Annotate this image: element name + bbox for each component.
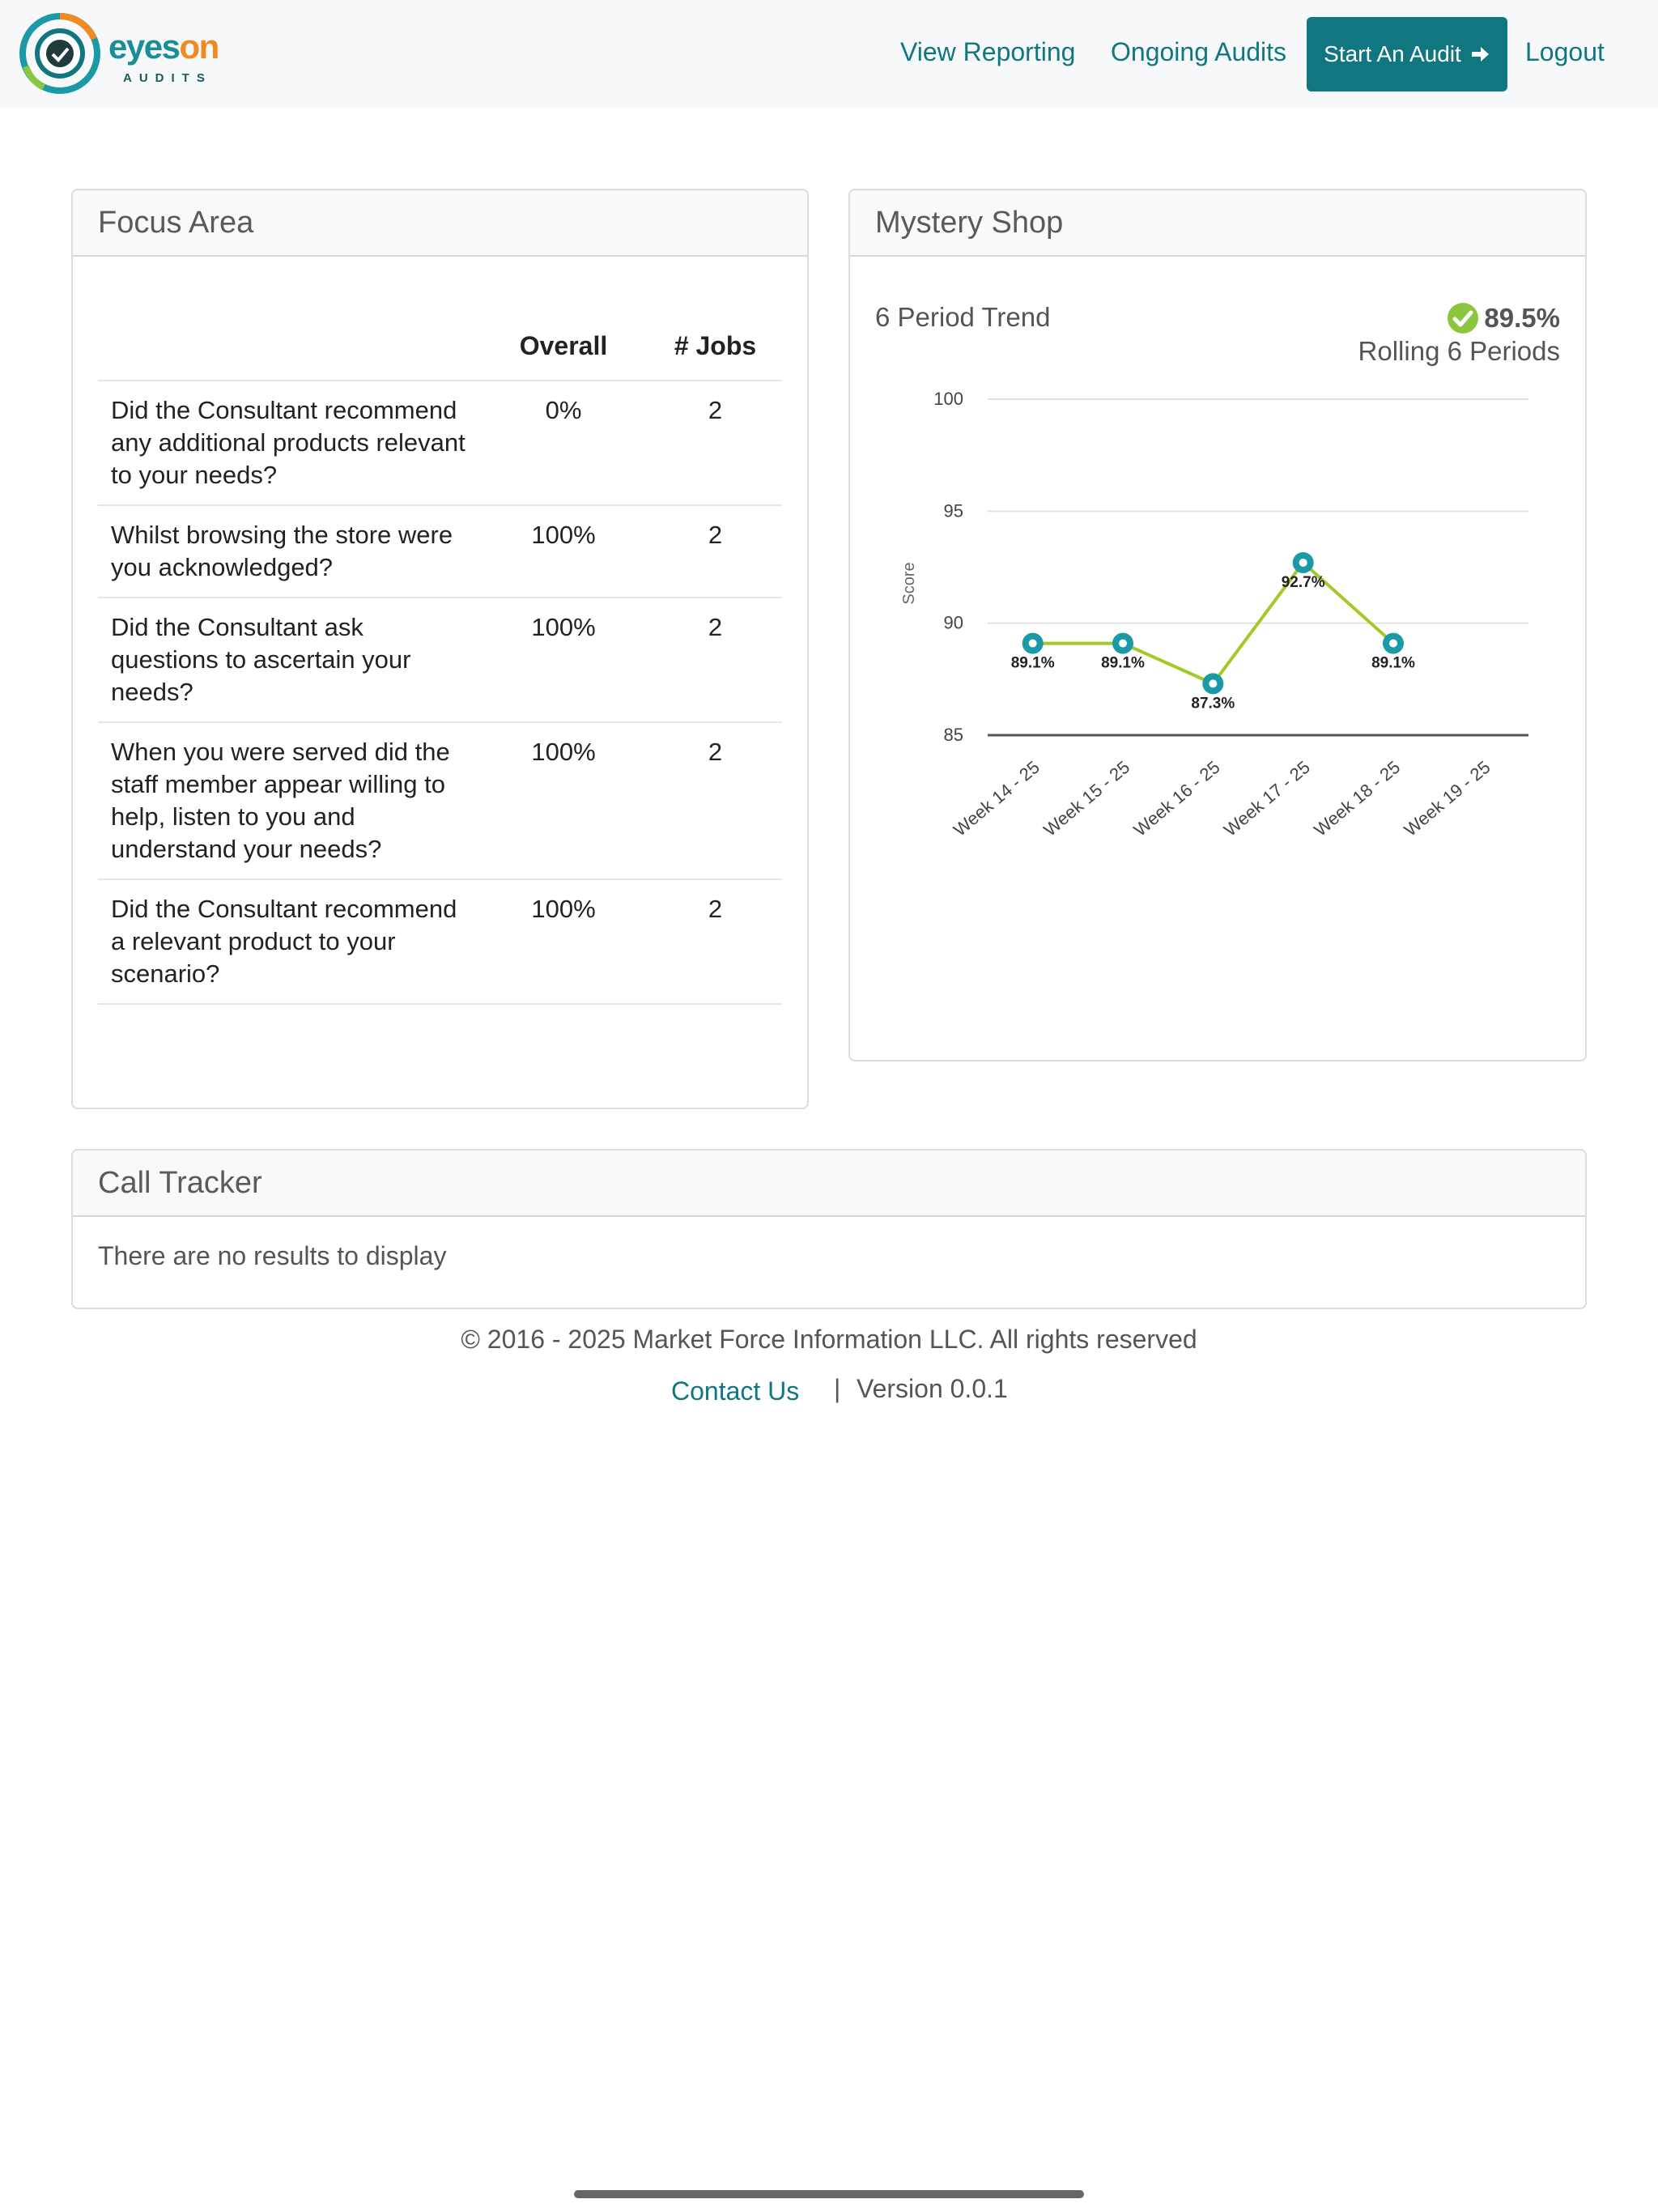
nav-ongoing-audits[interactable]: Ongoing Audits — [1111, 37, 1287, 66]
data-point-center — [1209, 679, 1217, 687]
call-tracker-panel — [71, 1149, 1587, 1309]
footer-separator: | — [834, 1374, 841, 1403]
data-point-center — [1029, 640, 1037, 648]
brand-logo[interactable] — [19, 13, 219, 96]
contact-us-link[interactable]: Contact Us — [671, 1376, 800, 1406]
question-column-header — [98, 312, 478, 381]
focus-area-table — [98, 312, 782, 1005]
question-cell: Did the Consultant recommend a relevant product to your scenario? — [98, 879, 478, 1004]
top-navbar — [0, 0, 1658, 108]
data-label: 92.7% — [1281, 573, 1325, 591]
data-label: 89.1% — [1010, 654, 1055, 672]
data-point-center — [1119, 640, 1127, 648]
home-indicator[interactable] — [574, 2190, 1084, 2198]
table-row — [98, 381, 782, 505]
rolling-label: Rolling 6 Periods — [1358, 336, 1560, 366]
question-cell: Did the Consultant ask questions to ascertain your needs? — [98, 598, 478, 722]
x-tick-label: Week 17 - 25 — [1219, 756, 1314, 840]
trend-chart — [850, 190, 1585, 1000]
data-label: 87.3% — [1191, 695, 1235, 713]
jobs-cell: 2 — [648, 598, 782, 722]
brand-name: eyeson — [108, 28, 219, 66]
overall-column-header: Overall — [478, 312, 648, 381]
table-header-row — [98, 312, 782, 381]
nav-view-reporting[interactable]: View Reporting — [900, 37, 1076, 66]
y-tick-label: 85 — [943, 725, 963, 745]
logo-ring-icon — [19, 13, 100, 94]
question-cell: When you were served did the staff member appear willing to help, listen to you and understand your needs? — [98, 722, 478, 879]
y-axis-label: Score — [900, 562, 918, 605]
jobs-cell: 2 — [648, 505, 782, 598]
x-tick-label: Week 18 - 25 — [1310, 756, 1405, 840]
focus-area-title: Focus Area — [73, 190, 807, 257]
jobs-cell: 2 — [648, 722, 782, 879]
start-audit-label: Start An Audit — [1324, 41, 1461, 66]
jobs-cell: 2 — [648, 879, 782, 1004]
mystery-shop-title: Mystery Shop — [850, 190, 1585, 257]
jobs-column-header: # Jobs — [648, 312, 782, 381]
question-cell: Whilst browsing the store were you acknowledged? — [98, 505, 478, 598]
overall-cell: 100% — [478, 598, 648, 722]
copyright-text: © 2016 - 2025 Market Force Information LLC. All rights reserved — [461, 1325, 1197, 1354]
overall-cell: 100% — [478, 505, 648, 598]
start-audit-button[interactable] — [1307, 17, 1507, 91]
version-text: Version 0.0.1 — [857, 1374, 1008, 1403]
trend-label: 6 Period Trend — [875, 302, 1051, 332]
y-tick-label: 100 — [933, 389, 963, 409]
table-row — [98, 722, 782, 879]
empty-results-message: There are no results to display — [98, 1241, 447, 1270]
data-point-center — [1389, 640, 1397, 648]
mystery-shop-panel — [848, 189, 1587, 1061]
arrow-right-icon — [1469, 44, 1490, 65]
y-tick-label: 90 — [943, 612, 963, 633]
x-tick-label: Week 14 - 25 — [949, 756, 1044, 840]
y-tick-label: 95 — [943, 500, 963, 521]
overall-cell: 100% — [478, 722, 648, 879]
overall-cell: 100% — [478, 879, 648, 1004]
table-row — [98, 505, 782, 598]
nav-logout[interactable]: Logout — [1525, 37, 1605, 66]
table-row — [98, 598, 782, 722]
x-tick-label: Week 15 - 25 — [1039, 756, 1134, 840]
jobs-cell: 2 — [648, 381, 782, 505]
data-label: 89.1% — [1101, 654, 1145, 672]
rolling-score-value: 89.5% — [1484, 303, 1560, 333]
focus-area-panel — [71, 189, 809, 1109]
call-tracker-title: Call Tracker — [73, 1151, 1585, 1217]
x-tick-label: Week 19 - 25 — [1400, 756, 1494, 840]
brand-subtitle: AUDITS — [123, 71, 212, 85]
data-point-center — [1299, 559, 1307, 567]
overall-cell: 0% — [478, 381, 648, 505]
question-cell: Did the Consultant recommend any additional products relevant to your needs? — [98, 381, 478, 505]
x-tick-label: Week 16 - 25 — [1129, 756, 1224, 840]
data-label: 89.1% — [1371, 654, 1415, 672]
table-row — [98, 879, 782, 1004]
